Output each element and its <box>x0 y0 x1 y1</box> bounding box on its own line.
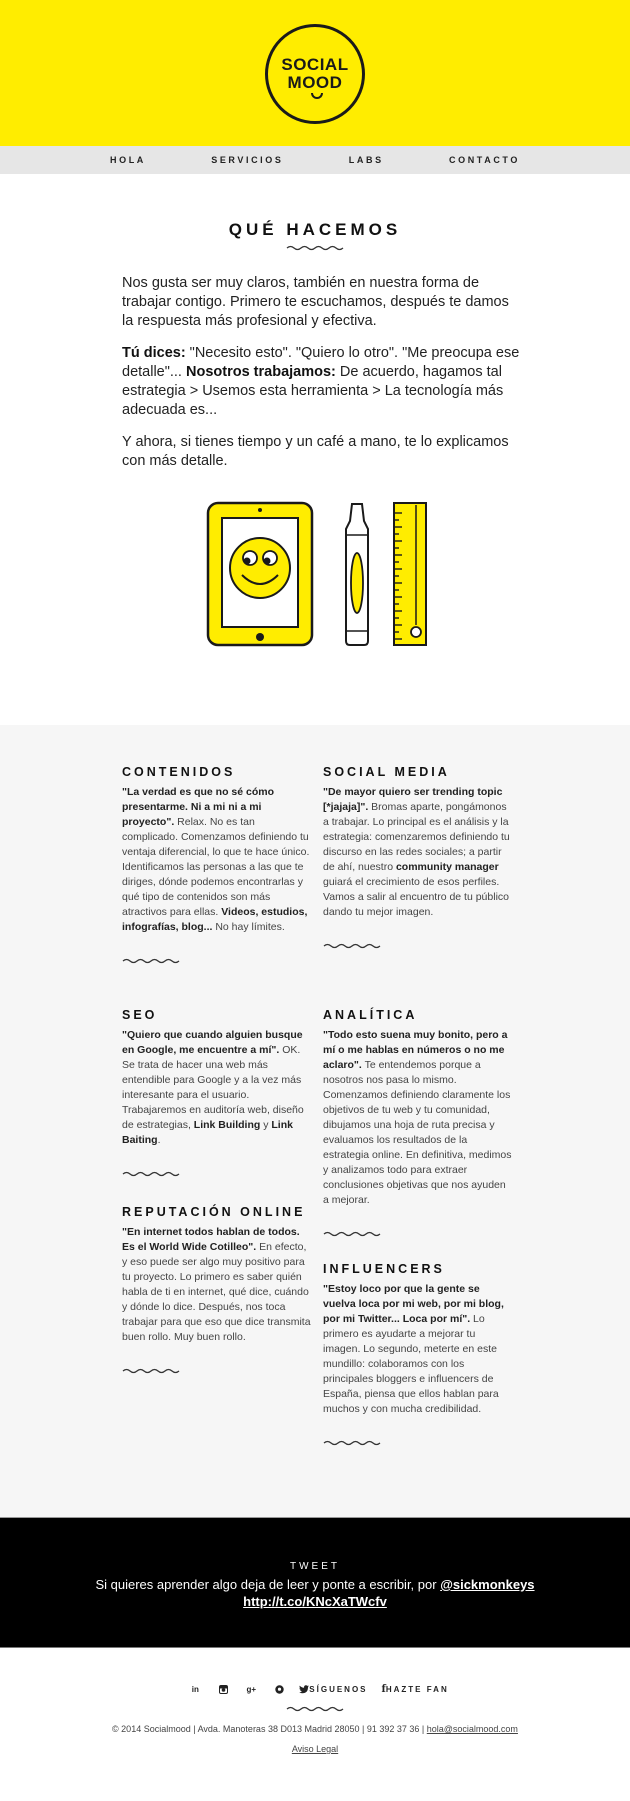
social-links <box>0 1684 630 1695</box>
text: "Necesito esto". "Quiero lo otro". "Me preocupa ese detalle"... <box>122 345 520 380</box>
text: Relax. No es tan complicado. Comenzamos definiendo tu ventaja diferencial, lo que te hace único. Identificamos las personas a las que te diriges, dónde podemos encontrarlas y qué tipo de contenidos son más atractivos para ellas. <box>122 816 310 918</box>
squiggle-divider-icon <box>323 1230 381 1238</box>
twitter-icon <box>299 1685 309 1694</box>
socialmood-logo[interactable] <box>265 24 365 124</box>
que-hacemos-section <box>0 174 630 725</box>
bold-text: Tú dices: <box>122 345 186 361</box>
service-seo <box>122 1008 312 1178</box>
nav-item-labs[interactable]: LABS <box>348 155 384 165</box>
text: OK. Se trata de hacer una web más entendible para Google y a la vez más interesante para el usuario. Trabajaremos en auditoría web, diseño de estrategias, <box>122 1044 304 1131</box>
service-quote: "La verdad es que no sé cómo presentarme. Ni a mi ni a mi proyecto". <box>122 786 275 828</box>
tweet-url-link[interactable]: http://t.co/KNcXaTWcfv <box>243 1594 387 1609</box>
bold-text: Nosotros trabajamos: <box>186 364 336 380</box>
squiggle-divider-icon <box>286 244 344 252</box>
service-quote: "En internet todos hablan de todos. Es el World Wide Cotilleo". <box>122 1226 300 1253</box>
service-influencers <box>323 1262 513 1447</box>
nav-item-servicios[interactable]: SERVICIOS <box>211 155 284 165</box>
intro-paragraph-3: Y ahora, si tienes tiempo y un café a mano, te lo explicamos con más detalle. <box>122 434 509 469</box>
service-quote: "Todo esto suena muy bonito, pero a mí o me hablas en números o no me aclaro". <box>323 1029 508 1071</box>
linkedin-icon[interactable]: in <box>191 1684 199 1694</box>
nav-item-contacto[interactable]: CONTACTO <box>449 155 520 165</box>
tweet-mention-link[interactable]: @sickmonkeys <box>440 1577 535 1592</box>
follow-label: SÍGUENOS <box>309 1685 368 1694</box>
tablet-smiley-icon <box>206 501 314 647</box>
service-contenidos <box>122 765 312 965</box>
text: No hay límites. <box>212 921 285 933</box>
illustration <box>206 501 630 647</box>
service-description <box>323 1028 513 1208</box>
service-title: SEO <box>122 1008 158 1022</box>
nav-item-hola[interactable]: HOLA <box>110 155 146 165</box>
intro-paragraph-1: Nos gusta ser muy claros, también en nuestra forma de trabajar contigo. Primero te escuchamos, después te damos la respuesta más profesional y efectiva. <box>122 275 509 329</box>
tweet-label: TWEET <box>290 1561 340 1572</box>
fan-label: HAZTE FAN <box>385 1685 449 1694</box>
text: Te entendemos porque a nosotros nos pasa lo mismo. Comenzamos definiendo claramente los objetivos de tu web y tu comunidad, dibujamos una hoja de ruta precisa y evaluamos los resultados de la estrategia online. En definitiva, medimos y analizamos todo para extraer conclusiones objetivas que nos ayuden a mejorar. <box>323 1059 512 1206</box>
service-title: INFLUENCERS <box>323 1262 445 1276</box>
text: Bromas aparte, pongámonos a trabajar. Lo principal es el análisis y la estrategia: comenzaremos definiendo tu discurso en las redes sociales; a partir de ahí, nuestro <box>323 801 510 873</box>
service-title: CONTENIDOS <box>122 765 236 779</box>
tweet-text: Si quieres aprender algo deja de leer y ponte a escribir, por <box>95 1577 441 1592</box>
footer <box>0 1648 630 1801</box>
service-quote: "De mayor quiero ser trending topic [*jajaja]". <box>323 786 503 813</box>
bold-text: community manager <box>395 861 499 873</box>
text: Lo primero es ayudarte a mejorar tu imagen. Lo segundo, meterte en este mundillo: colaboramos con los principales bloggers e influencers de España, piensa que ellos hablan para muchos y con mucha credibilidad. <box>323 1313 499 1415</box>
bold-text: Link Building <box>193 1119 261 1131</box>
main-nav <box>0 146 630 174</box>
logo-line-1: SOCIAL <box>281 55 349 74</box>
ruler-icon <box>392 501 428 647</box>
squiggle-divider-icon <box>323 942 381 950</box>
service-description <box>122 1225 312 1345</box>
service-reputacion-online <box>122 1205 312 1375</box>
service-analitica <box>323 1008 513 1238</box>
squiggle-divider-icon <box>286 1705 344 1713</box>
squiggle-divider-icon <box>122 1367 180 1375</box>
service-title: SOCIAL MEDIA <box>323 765 450 779</box>
intro-paragraph-2 <box>122 344 522 420</box>
pinterest-icon[interactable] <box>274 1685 284 1695</box>
header <box>0 0 630 146</box>
squiggle-divider-icon <box>323 1439 381 1447</box>
service-title: REPUTACIÓN ONLINE <box>122 1205 306 1219</box>
bold-text: Videos, estudios, infografías, blog... <box>122 906 308 933</box>
service-quote: "Estoy loco por que la gente se vuelva loca por mi web, por mi blog, por mi Twitter... Loca por mí". <box>323 1283 504 1325</box>
squiggle-divider-icon <box>122 957 180 965</box>
text: . <box>157 1134 161 1146</box>
text: En efecto, y eso puede ser algo muy positivo para tu proyecto. Lo primero es saber quién habla de ti en internet, qué dice, cuándo y dónde lo dice. Después, nos toca trabajar para que eso que dice transmita buen rollo. Muy buen rollo. <box>122 1241 311 1343</box>
google-plus-icon[interactable]: g+ <box>246 1684 257 1694</box>
text: De acuerdo, hagamos tal estrategia > Usemos esta herramienta > La tecnología más adecuada es... <box>122 364 504 418</box>
email-link[interactable]: hola@socialmood.com <box>426 1724 518 1734</box>
copyright-text: © 2014 Socialmood | Avda. Manoteras 38 D013 Madrid 28050 | 91 392 37 36 | <box>112 1724 427 1734</box>
squiggle-divider-icon <box>122 1170 180 1178</box>
bold-text: Link Baiting <box>122 1119 293 1146</box>
aviso-legal-link[interactable]: Aviso Legal <box>291 1744 339 1754</box>
tweet-message <box>0 1576 630 1610</box>
text: y <box>260 1119 272 1131</box>
facebook-icon: f <box>381 1684 386 1695</box>
text: guiará el crecimiento de esos perfiles. Vamos a salir al encuentro de tu público dando tu mejor imagen. <box>323 876 509 918</box>
copyright <box>0 1724 630 1734</box>
service-description <box>122 1028 312 1148</box>
service-title: ANALÍTICA <box>323 1008 418 1022</box>
service-description <box>122 785 312 935</box>
tweet-banner <box>0 1517 630 1648</box>
service-quote: "Quiero que cuando alguien busque en Google, me encuentre a mí". <box>122 1029 303 1056</box>
services-section <box>0 725 630 1517</box>
twitter-follow-link[interactable] <box>299 1685 367 1694</box>
facebook-fan-link[interactable] <box>382 1684 449 1695</box>
logo-smile-icon <box>311 93 323 99</box>
crayon-icon <box>342 501 372 647</box>
service-social-media <box>323 765 513 950</box>
instagram-icon[interactable] <box>218 1685 228 1695</box>
service-description <box>323 785 513 920</box>
service-description <box>323 1282 513 1417</box>
logo-line-2: MOOD <box>287 73 343 92</box>
section-title: QUÉ HACEMOS <box>228 220 402 239</box>
